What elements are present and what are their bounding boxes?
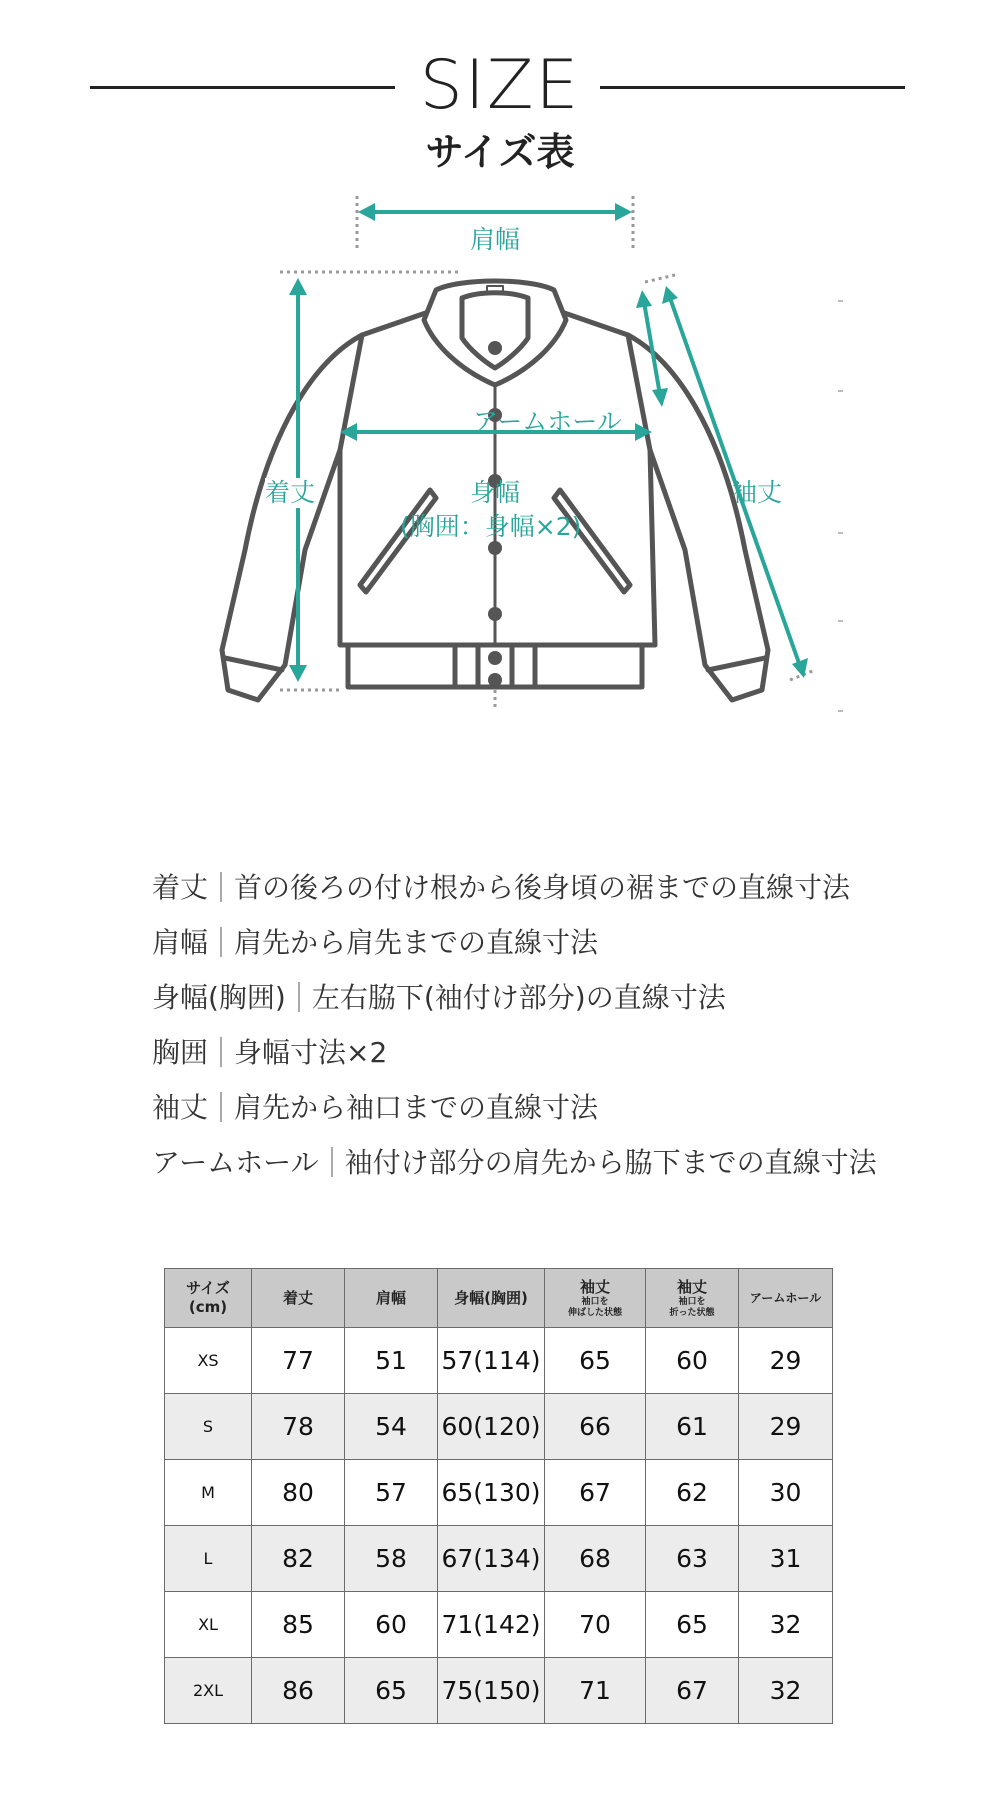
definition-row: [152, 1033, 912, 1088]
shoulder-width-label: 肩幅: [470, 225, 521, 254]
sleeve-folded-cell: 62: [646, 1460, 739, 1526]
header-label: 着丈: [282, 1288, 313, 1307]
chest-cell: 60(120): [438, 1394, 545, 1460]
definition-separator: [331, 1147, 333, 1177]
chest-cell: 65(130): [438, 1460, 545, 1526]
header-label: アームホール: [749, 1290, 822, 1305]
definition-separator: [220, 927, 222, 957]
armhole-label: アームホール: [473, 407, 622, 436]
header-body-length: [252, 1269, 345, 1328]
size-cell: XL: [165, 1592, 252, 1658]
definition-description: 首の後ろの付け根から後身頃の裾までの直線寸法: [234, 871, 851, 904]
header-size: [165, 1269, 252, 1328]
definition-separator: [298, 982, 300, 1012]
definition-row: [152, 1143, 912, 1198]
definition-description: 身幅寸法×2: [234, 1036, 388, 1069]
size-cell: S: [165, 1394, 252, 1460]
sleeve-extended-cell: 66: [545, 1394, 646, 1460]
body-length-cell: 85: [252, 1592, 345, 1658]
table-row: [165, 1460, 833, 1526]
sleeve-folded-cell: 61: [646, 1394, 739, 1460]
chest-cell: 75(150): [438, 1658, 545, 1724]
sleeve-folded-cell: 65: [646, 1592, 739, 1658]
body-length-cell: 82: [252, 1526, 345, 1592]
definition-separator: [220, 1092, 222, 1122]
chest-cell: 67(134): [438, 1526, 545, 1592]
size-table: [164, 1268, 833, 1724]
body-length-cell: 77: [252, 1328, 345, 1394]
body-length-cell: 80: [252, 1460, 345, 1526]
chest-cell: 57(114): [438, 1328, 545, 1394]
chest-cell: 71(142): [438, 1592, 545, 1658]
shoulder-cell: 65: [345, 1658, 438, 1724]
definition-separator: [220, 1037, 222, 1067]
sleeve-folded-cell: 63: [646, 1526, 739, 1592]
armhole-cell: 32: [739, 1658, 833, 1724]
page-title: SIZE: [419, 46, 581, 125]
size-cell: L: [165, 1526, 252, 1592]
definition-row: [152, 923, 912, 978]
shoulder-cell: 54: [345, 1394, 438, 1460]
definition-description: 袖付け部分の肩先から脇下までの直線寸法: [344, 1146, 877, 1179]
jacket-illustration: [0, 190, 1000, 830]
header-note: 袖口を 伸ばした状態: [567, 1296, 622, 1318]
sleeve-extended-cell: 71: [545, 1658, 646, 1724]
table-row: [165, 1526, 833, 1592]
jacket-measurement-diagram: [0, 190, 1000, 830]
size-cell: XS: [165, 1328, 252, 1394]
page-header: [0, 0, 1000, 190]
definition-term: 胸囲: [152, 1036, 209, 1069]
shoulder-cell: 60: [345, 1592, 438, 1658]
armhole-cell: 31: [739, 1526, 833, 1592]
chest-note-label: (胸囲：身幅×2): [400, 512, 582, 541]
definition-row: [152, 868, 912, 923]
definition-term: アームホール: [152, 1146, 319, 1179]
definition-row: [152, 978, 912, 1033]
definition-row: [152, 1088, 912, 1143]
definition-term: 肩幅: [152, 926, 209, 959]
definition-term: 身幅(胸囲): [152, 981, 286, 1014]
table-row: [165, 1592, 833, 1658]
chest-width-label: 身幅: [470, 478, 521, 507]
armhole-cell: 29: [739, 1394, 833, 1460]
armhole-cell: 30: [739, 1460, 833, 1526]
header-label: 肩幅: [375, 1288, 406, 1307]
definition-description: 左右脇下(袖付け部分)の直線寸法: [311, 981, 726, 1014]
armhole-cell: 29: [739, 1328, 833, 1394]
definition-description: 肩先から袖口までの直線寸法: [234, 1091, 599, 1124]
header-label: 袖丈: [579, 1277, 610, 1296]
definition-term: 袖丈: [152, 1091, 209, 1124]
sleeve-extended-cell: 67: [545, 1460, 646, 1526]
measurement-definitions: [152, 868, 912, 1198]
size-table-header-row: [165, 1269, 833, 1328]
body-length-cell: 86: [252, 1658, 345, 1724]
definition-term: 着丈: [152, 871, 209, 904]
sleeve-folded-cell: 67: [646, 1658, 739, 1724]
header-label: 袖丈: [676, 1277, 707, 1296]
header-unit: (cm): [188, 1298, 228, 1316]
header-chest: [438, 1269, 545, 1328]
definition-description: 肩先から肩先までの直線寸法: [234, 926, 599, 959]
header-shoulder: [345, 1269, 438, 1328]
header-label: 身幅(胸囲): [454, 1288, 528, 1307]
sleeve-folded-cell: 60: [646, 1328, 739, 1394]
size-cell: M: [165, 1460, 252, 1526]
sleeve-extended-cell: 68: [545, 1526, 646, 1592]
header-note: 袖口を 折った状態: [669, 1296, 715, 1318]
sleeve-extended-cell: 70: [545, 1592, 646, 1658]
size-cell: 2XL: [165, 1658, 252, 1724]
table-row: [165, 1328, 833, 1394]
header-armhole: [739, 1269, 833, 1328]
shoulder-cell: 51: [345, 1328, 438, 1394]
table-row: [165, 1394, 833, 1460]
sleeve-extended-cell: 65: [545, 1328, 646, 1394]
armhole-cell: 32: [739, 1592, 833, 1658]
header-sleeve-folded: [646, 1269, 739, 1328]
header-label: サイズ: [186, 1279, 230, 1297]
shoulder-cell: 58: [345, 1526, 438, 1592]
page-subtitle: サイズ表: [425, 130, 575, 174]
header-sleeve-extended: [545, 1269, 646, 1328]
table-row: [165, 1658, 833, 1724]
shoulder-cell: 57: [345, 1460, 438, 1526]
sleeve-length-label: 袖丈: [732, 478, 783, 507]
definition-separator: [220, 872, 222, 902]
body-length-label: 着丈: [265, 478, 316, 507]
body-length-cell: 78: [252, 1394, 345, 1460]
